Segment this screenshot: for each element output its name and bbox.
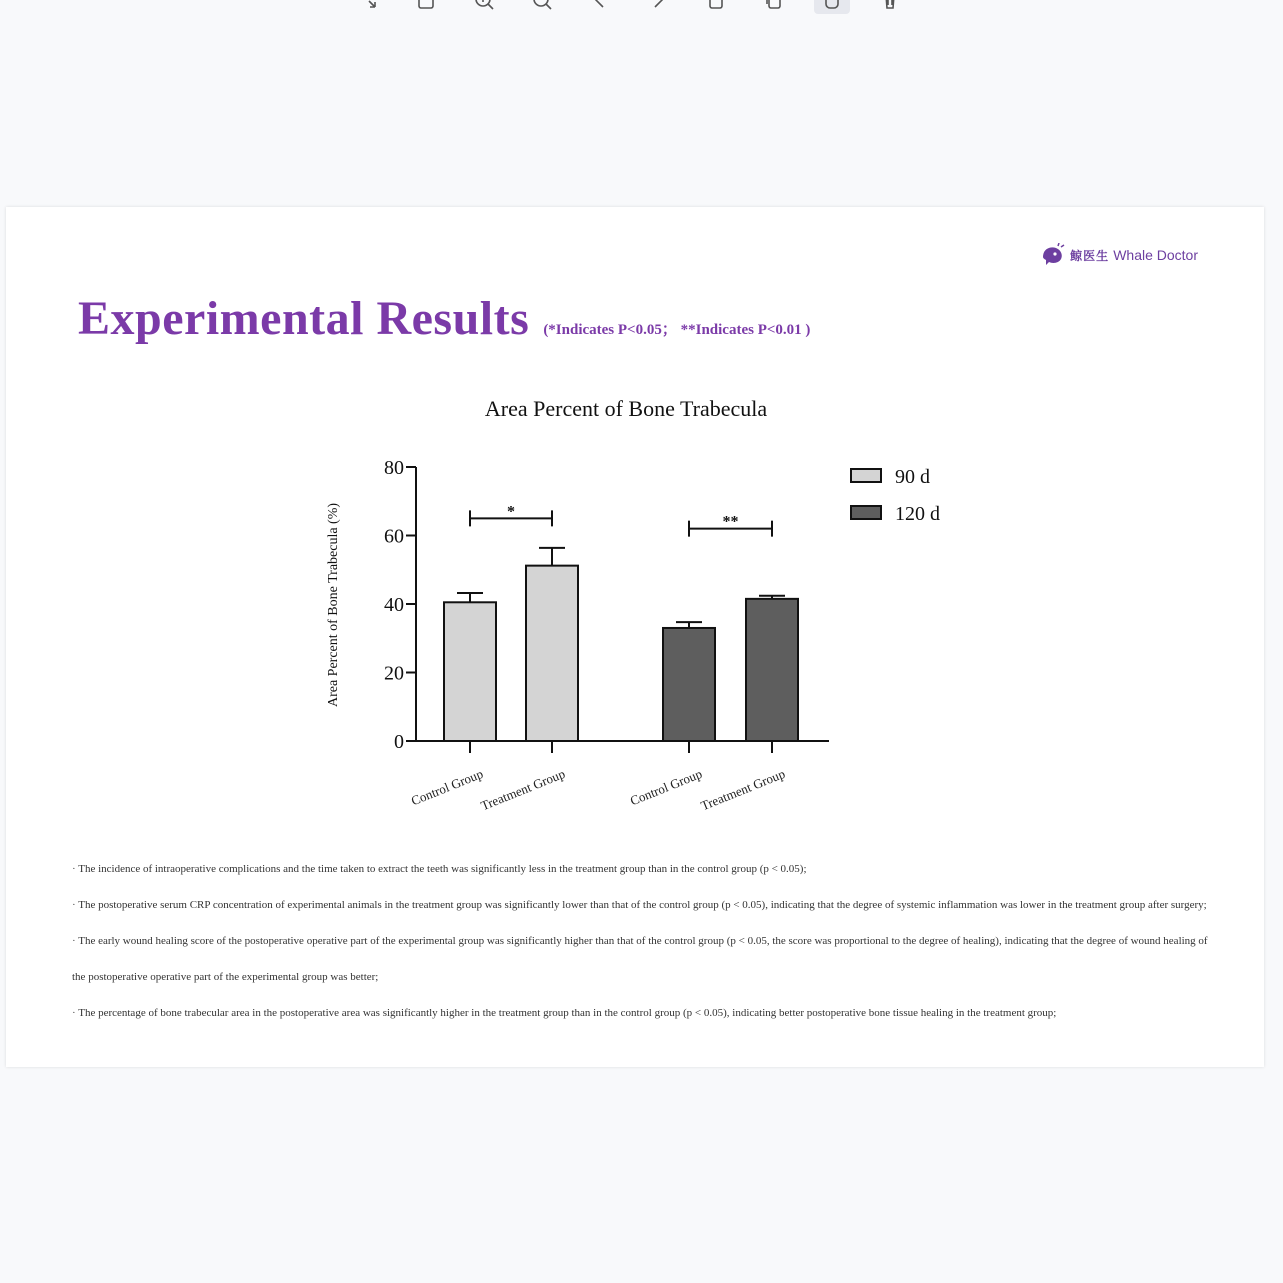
next-icon[interactable] [640, 0, 676, 14]
y-tick-label: 0 [394, 731, 404, 753]
legend-label-1: 120 d [895, 503, 940, 525]
page-title: Experimental Results [78, 292, 530, 345]
document-icon[interactable] [698, 0, 734, 14]
legend-swatch-1 [851, 506, 881, 519]
results-list [72, 851, 1222, 1031]
bar-0-0 [444, 602, 496, 741]
slide [6, 207, 1264, 1067]
legend-swatch-0 [851, 469, 881, 482]
previous-icon[interactable] [582, 0, 618, 14]
delete-icon[interactable] [872, 0, 908, 14]
zoom-out-icon[interactable] [524, 0, 560, 14]
bar-1-0 [663, 628, 715, 741]
significance-note: (*Indicates P<0.05； **Indicates P<0.01 ) [543, 322, 811, 338]
y-tick-label: 20 [384, 662, 404, 685]
y-axis-label: Area Percent of Bone Trabecula (%) [326, 502, 341, 708]
result-item: · The percentage of bone trabecular area in the postoperative area was significantly higher in the treatment group than in the control group (p < 0.05), indicating better postoperative bone tissue healing in the treatment group; [72, 995, 1222, 1031]
brand-name: Whale Doctor [1113, 247, 1198, 263]
bookmark-icon[interactable] [814, 0, 850, 14]
y-tick-label: 80 [384, 457, 404, 479]
viewer-toolbar [350, 0, 908, 14]
zoom-in-icon[interactable] [466, 0, 502, 14]
significance-label: * [507, 503, 515, 521]
bar-0-1 [526, 566, 578, 741]
x-tick-label: Control Group [627, 765, 705, 809]
expand-icon[interactable] [350, 0, 386, 14]
result-item: · The postoperative serum CRP concentration of experimental animals in the treatment group was significantly lower than that of the control group (p < 0.05), indicating that the degree of systemic inflammation was lower in the treatment group after surgery; [72, 887, 1222, 923]
bar-chart [6, 207, 1264, 847]
x-tick-label: Treatment Group [698, 765, 788, 814]
y-tick-label: 40 [384, 594, 404, 616]
legend-label-0: 90 d [895, 466, 930, 488]
result-item: · The incidence of intraoperative complications and the time taken to extract the teeth was significantly less in the treatment group than in the control group (p < 0.05); [72, 851, 1222, 887]
x-tick-label: Control Group [408, 765, 486, 809]
x-tick-label: Treatment Group [478, 765, 568, 814]
y-tick-label: 60 [384, 525, 404, 548]
chart-title: Area Percent of Bone Trabecula [484, 396, 768, 421]
result-item: · The early wound healing score of the postoperative operative part of the experimental group was significantly higher than that of the control group (p < 0.05, the score was proportional to the degree of healing), indicating that the degree of wound healing of the postoperative operative part of the experimental group was better; [72, 923, 1222, 995]
significance-label: ** [722, 513, 739, 531]
fit-page-icon[interactable] [408, 0, 444, 14]
copy-icon[interactable] [756, 0, 792, 14]
brand-chinese: 鲸医生 [1070, 248, 1110, 263]
bar-1-1 [746, 599, 798, 741]
